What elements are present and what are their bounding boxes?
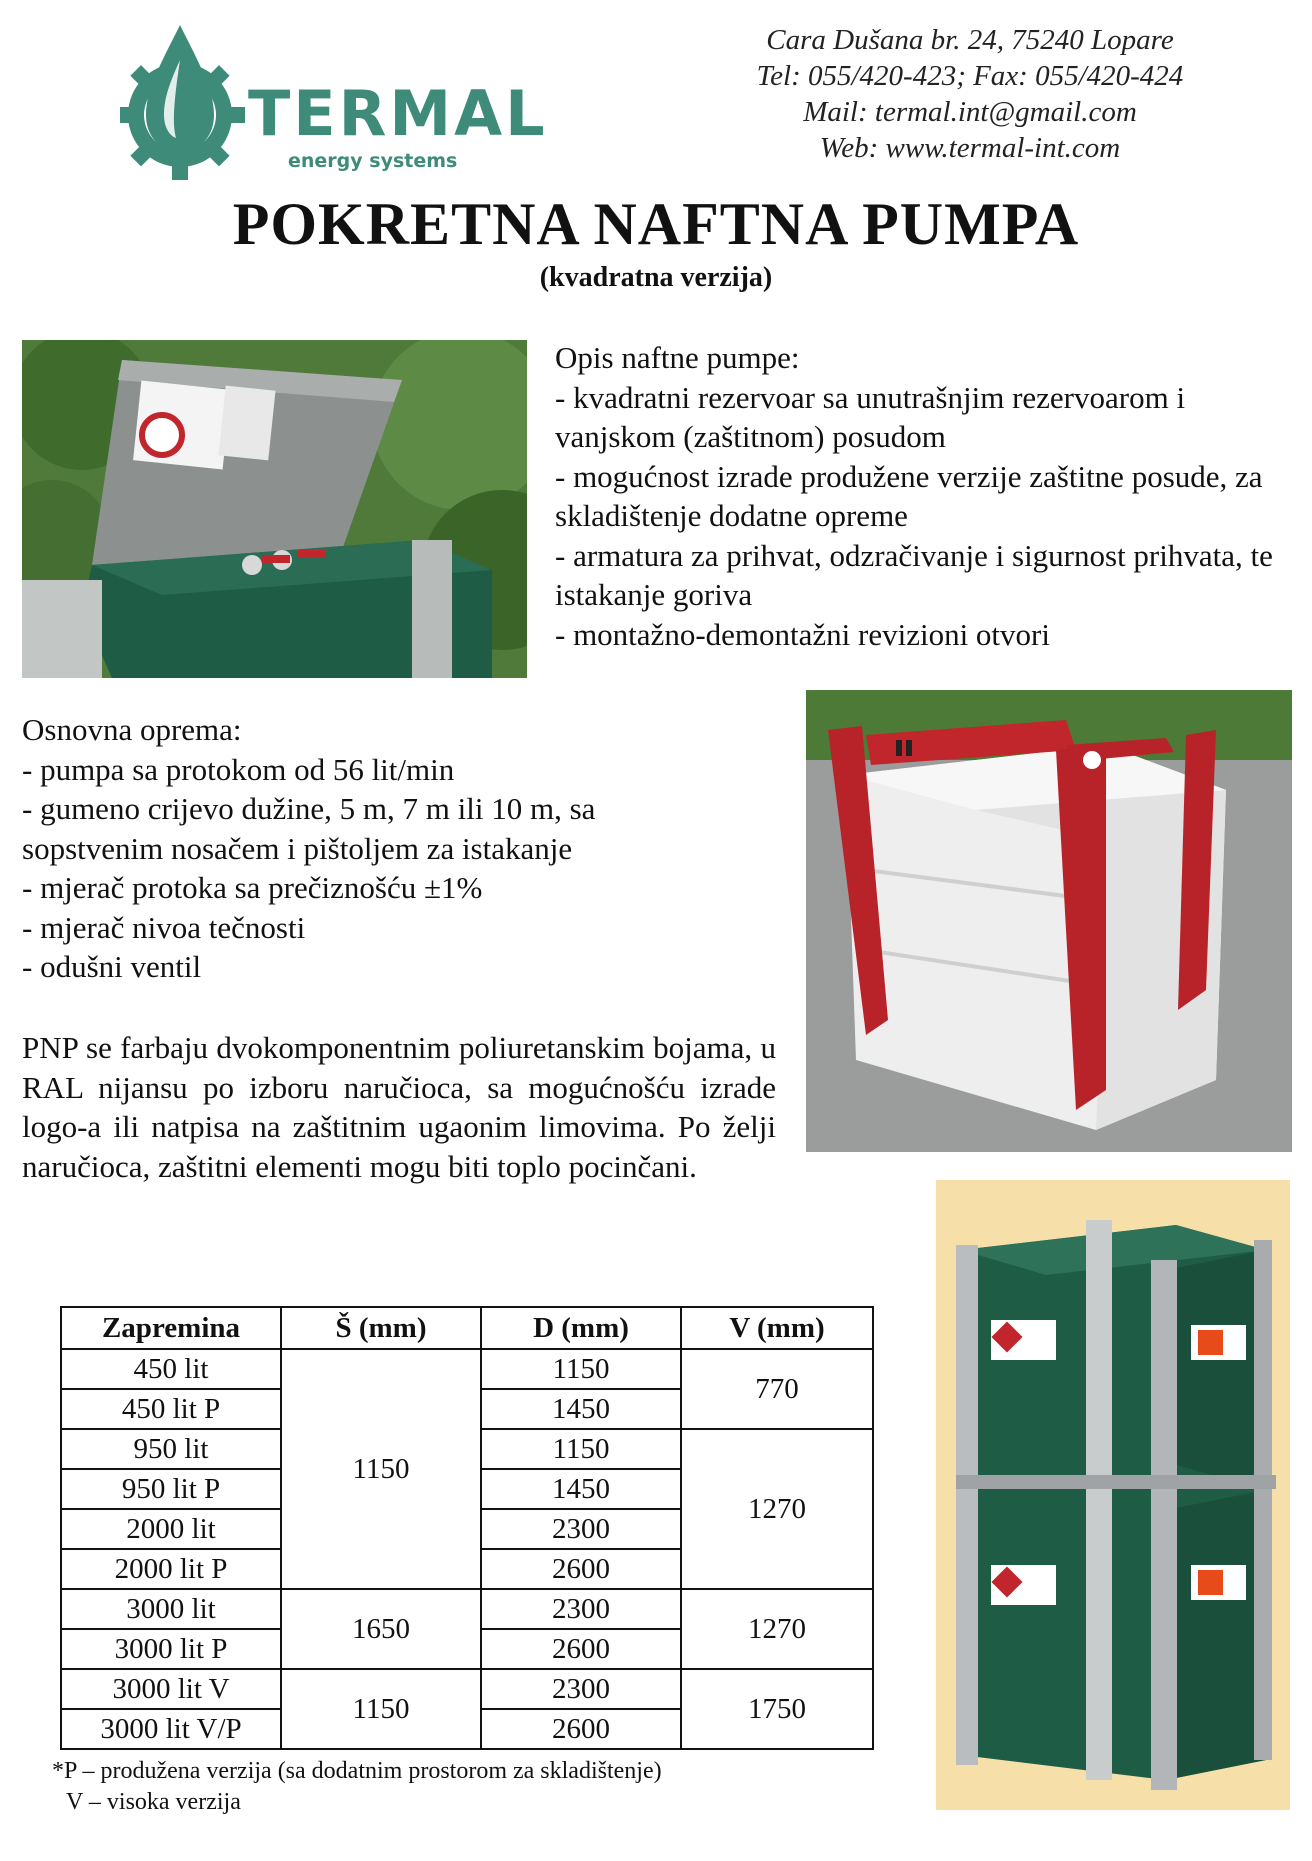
equipment-heading: Osnovna oprema: [22,712,242,747]
volume-cell: 3000 lit [61,1589,281,1629]
contact-address: Cara Dušana br. 24, 75240 Lopare [766,24,1174,56]
painting-paragraph: PNP se farbaju dvokomponentnim poliuretanskim bojama, u RAL nijansu po izboru naručioca, sa mogućnošću izrade logo-a ili natpisa na zaštitnim ugaonim limovima. Po želji naručioca, zaštitni elementi mogu biti toplo pocinčani. [22,1030,776,1184]
equipment-item: - mjerač protoka sa prečiznošću ±1% [22,870,483,905]
depth-cell: 1450 [481,1469,681,1509]
volume-cell: 450 lit P [61,1389,281,1429]
column-header-width: Š (mm) [281,1307,481,1349]
volume-cell: 2000 lit P [61,1549,281,1589]
depth-cell: 2600 [481,1709,681,1749]
width-cell: 1150 [281,1349,481,1589]
page-subtitle: (kvadratna verzija) [539,262,773,293]
width-cell: 1150 [281,1669,481,1749]
depth-cell: 1150 [481,1349,681,1389]
equipment-item: - gumeno crijevo dužine, 5 m, 7 m ili 10 m, sa sopstvenim nosačem i pištoljem za istakanje [22,791,596,866]
contact-phone-fax: Tel: 055/420-423; Fax: 055/420-424 [756,60,1184,92]
equipment-item: - mjerač nivoa tečnosti [22,909,306,945]
dimensions-table [60,1306,874,1750]
volume-cell: 2000 lit [61,1509,281,1549]
table-row [61,1669,873,1709]
pump-description [555,338,1275,654]
volume-cell: 950 lit [61,1429,281,1469]
company-logo [120,20,548,185]
contact-mail: Mail: termal.int@gmail.com [803,96,1137,128]
description-item: - montažno-demontažni revizioni otvori [555,616,1050,652]
volume-cell: 450 lit [61,1349,281,1389]
description-item: - mogućnost izrade produžene verzije zaštitne posude, za skladištenje dodatne opreme [555,458,1263,533]
column-header-volume: Zapremina [61,1307,281,1349]
depth-cell: 1150 [481,1429,681,1469]
table-footnote [52,1756,662,1818]
description-heading: Opis naftne pumpe: [555,340,800,375]
drop-icon [146,25,214,152]
equipment-item: - odušni ventil [22,949,202,984]
table-row [61,1589,873,1629]
footnote-line-p: *P – produžena verzija (sa dodatnim prostorom za skladištenje) [52,1758,662,1784]
column-header-depth: D (mm) [481,1307,681,1349]
depth-cell: 2300 [481,1669,681,1709]
depth-cell: 2300 [481,1589,681,1629]
photo-white-tank-red-frame [806,690,1292,1152]
equipment-item: - pumpa sa protokom od 56 lit/min [22,751,455,787]
volume-cell: 3000 lit P [61,1629,281,1669]
description-item: - armatura za prihvat, odzračivanje i sigurnost prihvata, te istakanje goriva [555,537,1273,612]
photo-open-pump-tank [22,340,527,678]
description-item: - kvadratni rezervoar sa unutrašnjim rezervoarom i vanjskom (zaštitnom) posudom [555,379,1186,454]
volume-cell: 950 lit P [61,1469,281,1509]
height-cell: 1270 [681,1429,873,1589]
depth-cell: 2600 [481,1549,681,1589]
depth-cell: 2300 [481,1509,681,1549]
table-header-row [61,1307,873,1349]
page-title: POKRETNA NAFTNA PUMPA [232,191,1080,257]
basic-equipment [22,710,782,987]
contact-block [690,22,1250,166]
volume-cell: 3000 lit V/P [61,1709,281,1749]
logo-brand-text: TERMAL [248,77,548,150]
footnote-line-v: V – visoka verzija [66,1789,241,1815]
depth-cell: 1450 [481,1389,681,1429]
table-row [61,1349,873,1389]
height-cell: 770 [681,1349,873,1429]
depth-cell: 2600 [481,1629,681,1669]
volume-cell: 3000 lit V [61,1669,281,1709]
height-cell: 1750 [681,1669,873,1749]
logo-tagline: energy systems [288,150,458,172]
photo-stacked-green-tanks [936,1180,1290,1810]
contact-web: Web: www.termal-int.com [819,132,1121,164]
height-cell: 1270 [681,1589,873,1669]
width-cell: 1650 [281,1589,481,1669]
column-header-height: V (mm) [681,1307,873,1349]
